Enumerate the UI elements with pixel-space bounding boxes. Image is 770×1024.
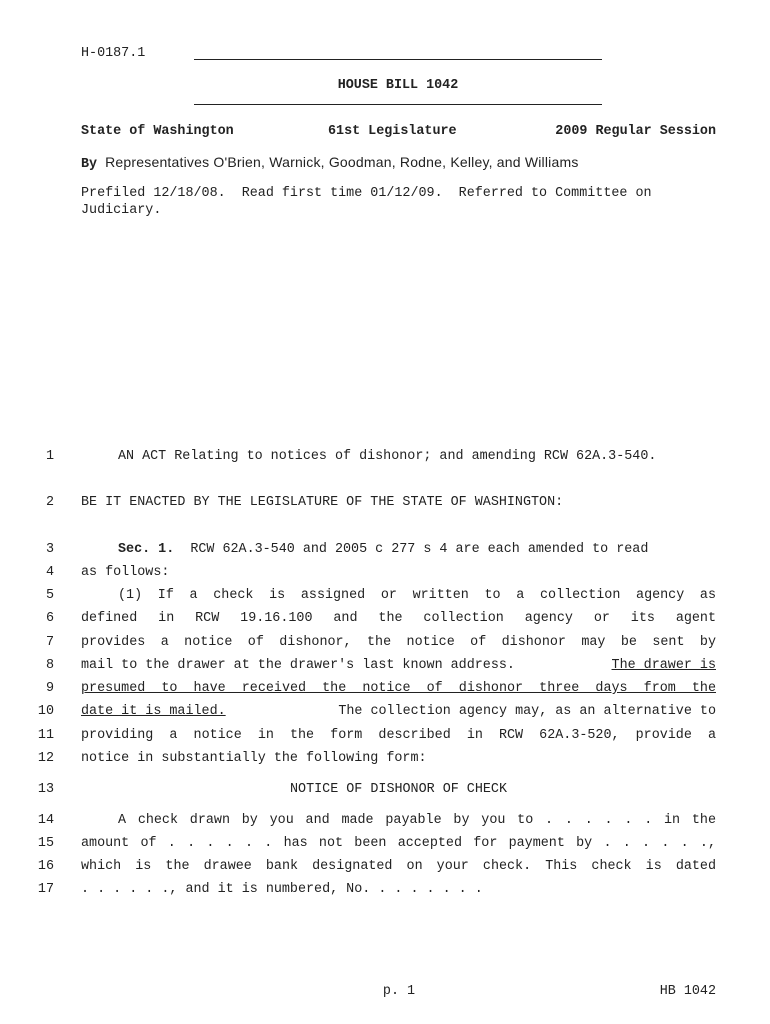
line-number: 13 [37,782,54,797]
enacting-clause: BE IT ENACTED BY THE LEGISLATURE OF THE STATE OF WASHINGTON: [81,495,564,510]
prefiled-line-1: Prefiled 12/18/08. Read first time 01/12/09. Referred to Committee on [81,186,652,201]
line-number: 1 [45,449,54,464]
body-line-17: . . . . . ., and it is numbered, No. . . . . . . . [81,882,483,897]
act-title: AN ACT Relating to notices of dishonor; and amending RCW 62A.3-540. [118,449,657,464]
header-rule-top [194,59,602,60]
line-number: 6 [45,611,54,626]
line-number: 17 [37,882,54,897]
body-line-8-text: mail to the drawer at the drawer's last known address. [81,658,515,673]
line-number: 2 [45,495,54,510]
line-number: 8 [45,658,54,673]
section-heading-line [81,542,716,557]
line-number: 7 [45,635,54,650]
section-label: Sec. 1. [118,542,175,557]
sponsors: Representatives O'Brien, Warnick, Goodman, Rodne, Kelley, and Williams [105,154,579,170]
body-line-14: A check drawn by you and made payable by you to . . . . . . in the [118,813,716,828]
bill-title: HOUSE BILL 1042 [337,78,459,93]
header-rule-bottom [194,104,602,105]
body-line-9 [81,681,716,696]
line-number: 4 [45,565,54,580]
line-number: 12 [37,751,54,766]
amendment-insert-2: presumed to have received the notice of dishonor three days from the [81,681,716,696]
notice-heading: NOTICE OF DISHONOR OF CHECK [290,782,507,797]
body-line-12: notice in substantially the following form: [81,751,427,766]
section-text: RCW 62A.3-540 and 2005 c 277 s 4 are each amended to read [190,542,649,557]
by-label: By [81,157,98,172]
body-line-8 [81,658,716,673]
bill-reference: HB 1042 [659,984,716,999]
line-number: 14 [37,813,54,828]
page-number: p. 1 [382,984,416,999]
line-number: 11 [37,728,54,743]
line-number: 3 [45,542,54,557]
amendment-insert-1: The drawer is [611,658,716,673]
line-number: 10 [37,704,54,719]
line-number: 15 [37,836,54,851]
prefiled-line-2: Judiciary. [81,203,162,218]
session-label: 2009 Regular Session [555,124,716,139]
legislature-label: 61st Legislature [328,124,457,139]
body-line-11: providing a notice in the form described in RCW 62A.3-520, provide a [81,728,716,743]
body-line-4: as follows: [81,565,170,580]
body-line-6: defined in RCW 19.16.100 and the collection agency or its agent [81,611,716,626]
body-line-16: which is the drawee bank designated on your check. This check is dated [81,859,716,874]
line-number: 9 [45,681,54,696]
line-number: 16 [37,859,54,874]
body-line-15: amount of . . . . . . has not been accepted for payment by . . . . . ., [81,836,716,851]
sponsors-line [81,154,579,172]
document-id: H-0187.1 [81,46,146,61]
body-line-10-text: The collection agency may, as an alternative to [338,704,716,719]
state-label: State of Washington [81,124,234,139]
amendment-insert-3: date it is mailed. [81,704,226,719]
body-line-10 [81,704,716,719]
body-line-7: provides a notice of dishonor, the notice of dishonor may be sent by [81,635,716,650]
body-line-5: (1) If a check is assigned or written to a collection agency as [118,588,716,603]
line-number: 5 [45,588,54,603]
